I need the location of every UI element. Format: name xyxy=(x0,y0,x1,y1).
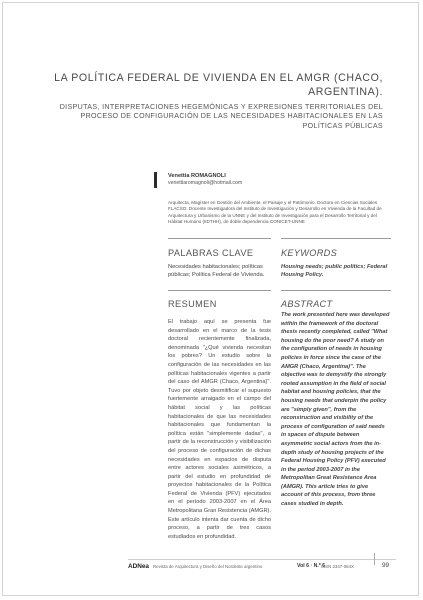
journal-issn: ISSN 2347-064X xyxy=(321,564,354,569)
author-marker xyxy=(154,172,157,188)
keywords-text-en: Housing needs; public politics; Federal Housing Policy. xyxy=(281,264,388,279)
journal-name: ADNea xyxy=(128,563,149,570)
divider-keywords-en xyxy=(281,238,391,239)
keywords-heading-es: PALABRAS CLAVE xyxy=(168,248,254,258)
footer-separator xyxy=(374,553,375,565)
article-title: LA POLÍTICA FEDERAL DE VIVIENDA EN EL AMGR (CHACO, ARGENTINA). xyxy=(54,72,383,98)
article-subtitle: DISPUTAS, INTERPRETACIONES HEGEMÓNICAS Y EXPRESIONES TERRITORIALES DEL PROCESO DE CONFIGURACIÓN DE LAS NECESIDADES HABITACIONALES EN LAS POLÍTICAS PÚBLICAS xyxy=(59,103,383,130)
journal-volume: Vol 6 · N.º 6 xyxy=(297,563,326,569)
divider-abstract-es xyxy=(168,290,271,291)
journal-description: Revista de Arquitectura y Diseño del Nordeste argentino xyxy=(153,564,263,569)
footer-rule xyxy=(128,559,396,560)
abstract-text-es: El trabajo aquí se presenta fue desarrollado en el marco de la tesis doctoral recientemente finalizada, denominada "¿Qué vivienda necesitan los pobres? Un estudio sobre la configuración de las necesidades en las políticas habitacionales vigentes a partir del caso del AMGR (Chaco, Argentina)". Tuvo por objeto desmitificar el supuesto fuertemente arraigado en el campo del hábitat social y las políticas habitacionales de que las necesidades habitacionales que fundamentan la política están "simplemente dadas", a partir de la reconstrucción y visibilización del proceso de configuración de dichas necesidades en espacios de disputa entre actores sociales asimétricos, a partir del estudio en profundidad de proyectos habitacionales de la Política Federal de Vivienda (PFV) ejecutados en el período 2003-2007 en el Área Metropolitana Gran Resistencia (AMGR). Este artículo intenta dar cuenta de dicho proceso, a partir de tres casos estudiados en profundidad. xyxy=(168,319,271,540)
keywords-text-es: Necesidades habitacionales; políticas públicas; Política Federal de Vivienda. xyxy=(168,264,265,279)
divider-abstract-en xyxy=(281,290,391,291)
author-email: venettiaromagnoli@hotmail.com xyxy=(168,180,243,186)
divider-keywords-es xyxy=(168,238,271,239)
keywords-heading-en: KEYWORDS xyxy=(281,248,337,258)
abstract-heading-en: ABSTRACT xyxy=(281,299,333,309)
abstract-heading-es: RESUMEN xyxy=(168,299,217,309)
author-affiliation: Arquitecta, Magíster en Gestión del Ambiente, el Paisaje y el Patrimonio. Doctora en Ciencias Sociales FLACSO. Docente Investigadora del Instituto de Investigación y Desarrollo en Vivienda de la Facultad de Arquitectura y Urbanismo de la UNNE y del Instituto de Investigación para el Desarrollo Territorial y del Hábitat Humano (IIDTHH), de doble dependencia CONICET-UNNE xyxy=(168,200,382,224)
abstract-text-en: The work presented here was developed within the framework of the doctoral thesis recently completed, called "What housing do the poor need? A study on the configuration of needs in housing policies in force since the case of the AMGR (Chaco, Argentina)". The objective was to demystify the strongly rooted assumption in the field of social habitat and housing policies, that the housing needs that underpin the policy are "simply given", from the reconstruction and visibility of the process of configuration of said needs in spaces of dispute between asymmetric social actors from the in-depth study of housing projects of the Federal Housing Policy (PFV) executed in the period 2003-2007 in the Metropolitan Great Resistance Area (AMGR). This article tries to give account of this process, from three cases studied in depth. xyxy=(281,312,390,508)
author-name: Venettia ROMAGNOLI xyxy=(168,173,226,179)
page-number: 99 xyxy=(382,562,390,569)
